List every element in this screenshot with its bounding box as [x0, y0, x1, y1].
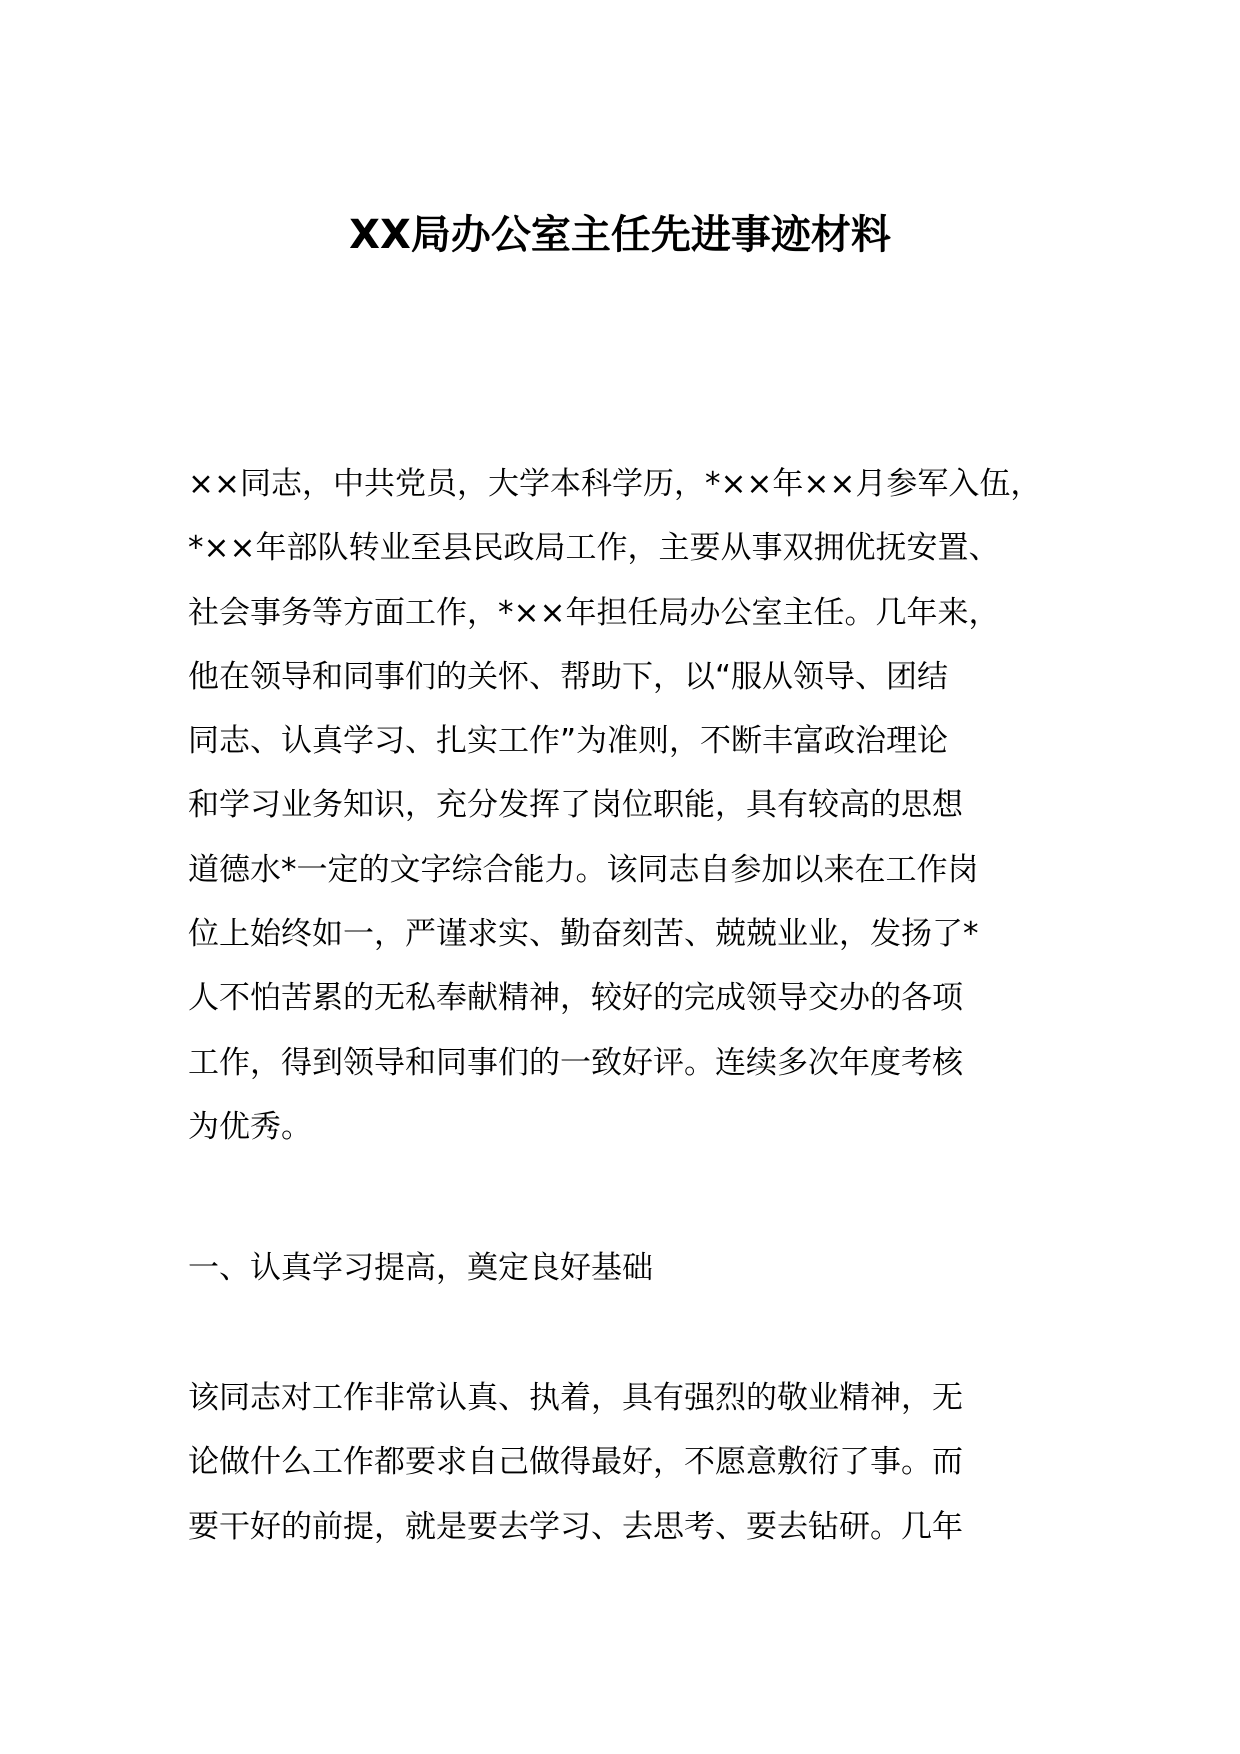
paragraph-line: 同志、认真学习、扎实工作”为准则，不断丰富政治理论	[188, 723, 949, 760]
paragraph-line: *××年部队转业至县民政局工作，主要从事双拥优抚安置、	[188, 530, 1000, 567]
section-heading-text: 一、认真学习提高，奠定良好基础	[188, 1250, 653, 1286]
document-title: XX局办公室主任先进事迹材料	[349, 212, 891, 258]
paragraph-line: 要干好的前提，就是要去学习、去思考、要去钻研。几年	[188, 1508, 963, 1545]
paragraph-line: 为优秀。	[188, 1108, 312, 1145]
intro-paragraph	[188, 452, 1058, 1159]
section-paragraph	[188, 1366, 1058, 1559]
paragraph-line: 位上始终如一，严谨求实、勤奋刻苦、兢兢业业，发扬了*	[188, 916, 979, 953]
paragraph-line: 工作，得到领导和同事们的一致好评。连续多次年度考核	[188, 1044, 963, 1081]
paragraph-line: 社会事务等方面工作，*××年担任局办公室主任。几年来，	[188, 594, 1000, 631]
paragraph-line: 论做什么工作都要求自己做得最好，不愿意敷衍了事。而	[188, 1444, 963, 1481]
paragraph-line: 他在领导和同事们的关怀、帮助下，以“服从领导、团结	[188, 658, 949, 695]
paragraph-line: 人不怕苦累的无私奉献精神，较好的完成领导交办的各项	[188, 980, 963, 1017]
section-heading	[188, 1236, 1058, 1300]
paragraph-line: 道德水*一定的文字综合能力。该同志自参加以来在工作岗	[188, 851, 979, 888]
paragraph-line: 和学习业务知识，充分发挥了岗位职能，具有较高的思想	[188, 787, 963, 824]
paragraph-line: ××同志，中共党员，大学本科学历，*××年××月参军入伍，	[188, 466, 1042, 502]
paragraph-line: 该同志对工作非常认真、执着，具有强烈的敬业精神，无	[188, 1380, 963, 1416]
